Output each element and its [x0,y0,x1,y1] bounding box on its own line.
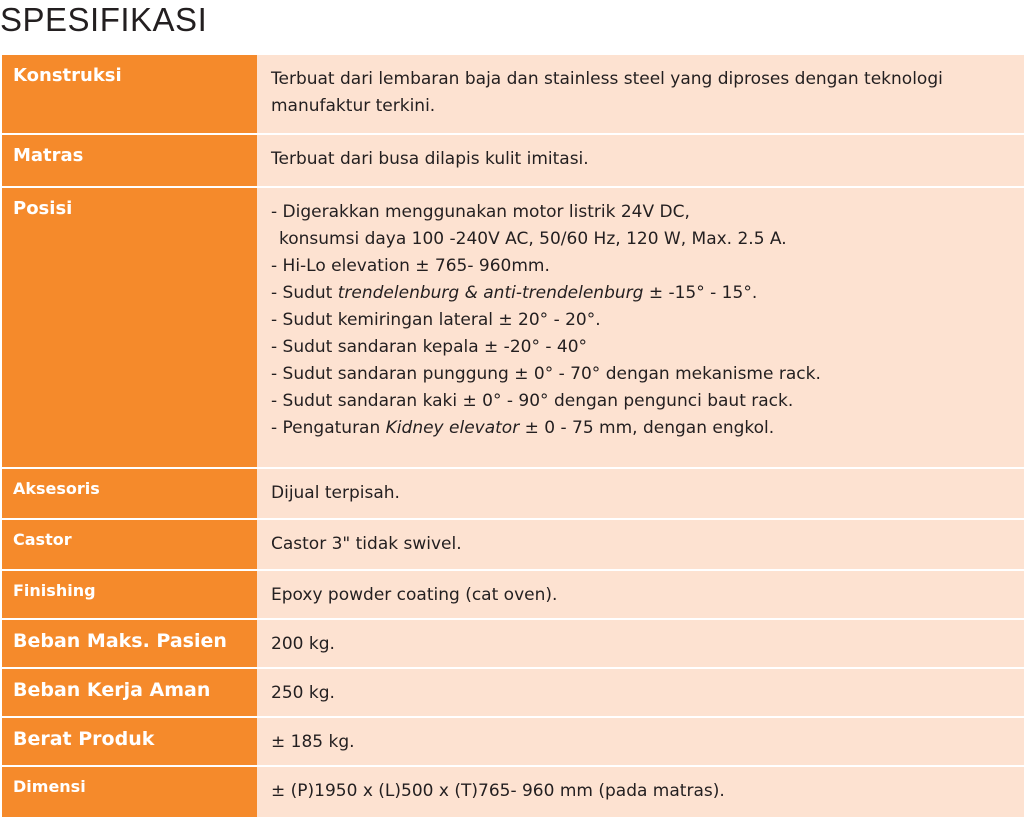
spec-value: ± (P)1950 x (L)500 x (T)765- 960 mm (pada matras). [257,767,1024,817]
spec-row-berat [2,718,1024,767]
spec-value: 200 kg. [257,620,1024,667]
spec-label: Dimensi [2,767,257,817]
text-segment: - Sudut [271,283,338,303]
text-segment: ± 0 - 75 mm, dengan engkol. [519,418,775,438]
spec-row-beban-maks [2,620,1024,669]
spec-label: Matras [2,135,257,186]
spec-label: Beban Kerja Aman [2,669,257,716]
spec-value: 250 kg. [257,669,1024,716]
spec-row-beban-kerja [2,669,1024,718]
spec-row-finishing [2,571,1024,620]
spec-label: Posisi [2,188,257,467]
text-segment: - Pengaturan [271,418,386,438]
spec-value: Castor 3" tidak swivel. [257,520,1024,569]
spec-label: Aksesoris [2,469,257,518]
spec-row-posisi [2,188,1024,469]
text-segment-italic: Kidney elevator [385,418,520,438]
text-segment: ± -15° - 15°. [643,283,758,303]
spec-value-line: - Sudut sandaran kaki ± 0° - 90° dengan pengunci baut rack. [271,391,794,411]
text-segment-italic: trendelenburg & anti-trendelenburg [337,283,644,303]
spec-value-line: konsumsi daya 100 -240V AC, 50/60 Hz, 120 W, Max. 2.5 A. [279,229,787,249]
spec-value-line [271,280,1016,307]
spec-row-aksesoris [2,469,1024,520]
spec-value [257,188,1024,467]
spec-table [2,53,1024,819]
spec-value: Dijual terpisah. [257,469,1024,518]
spec-value-line: - Digerakkan menggunakan motor listrik 24V DC, [271,202,690,222]
spec-label: Konstruksi [2,55,257,133]
spec-row-dimensi [2,767,1024,819]
spec-value-line: Terbuat dari lembaran baja dan stainless steel yang diproses dengan teknologi [271,69,943,89]
spec-value-line: - Hi-Lo elevation ± 765- 960mm. [271,256,550,276]
spec-label: Berat Produk [2,718,257,765]
spec-row-konstruksi [2,55,1024,135]
spec-value: Terbuat dari busa dilapis kulit imitasi. [257,135,1024,186]
page-title: SPESIFIKASI [0,1,208,38]
spec-value: Epoxy powder coating (cat oven). [257,571,1024,618]
spec-value-line: - Sudut sandaran punggung ± 0° - 70° dengan mekanisme rack. [271,364,821,384]
spec-value-line: - Sudut sandaran kepala ± -20° - 40° [271,337,588,357]
spec-value-line: - Sudut kemiringan lateral ± 20° - 20°. [271,310,601,330]
spec-value-line: manufaktur terkini. [271,96,436,116]
spec-row-matras [2,135,1024,188]
spec-value-line [271,415,1016,442]
spec-label: Castor [2,520,257,569]
spec-value: ± 185 kg. [257,718,1024,765]
spec-row-castor [2,520,1024,571]
spec-value [257,55,1024,133]
spec-label: Finishing [2,571,257,618]
spec-label: Beban Maks. Pasien [2,620,257,667]
